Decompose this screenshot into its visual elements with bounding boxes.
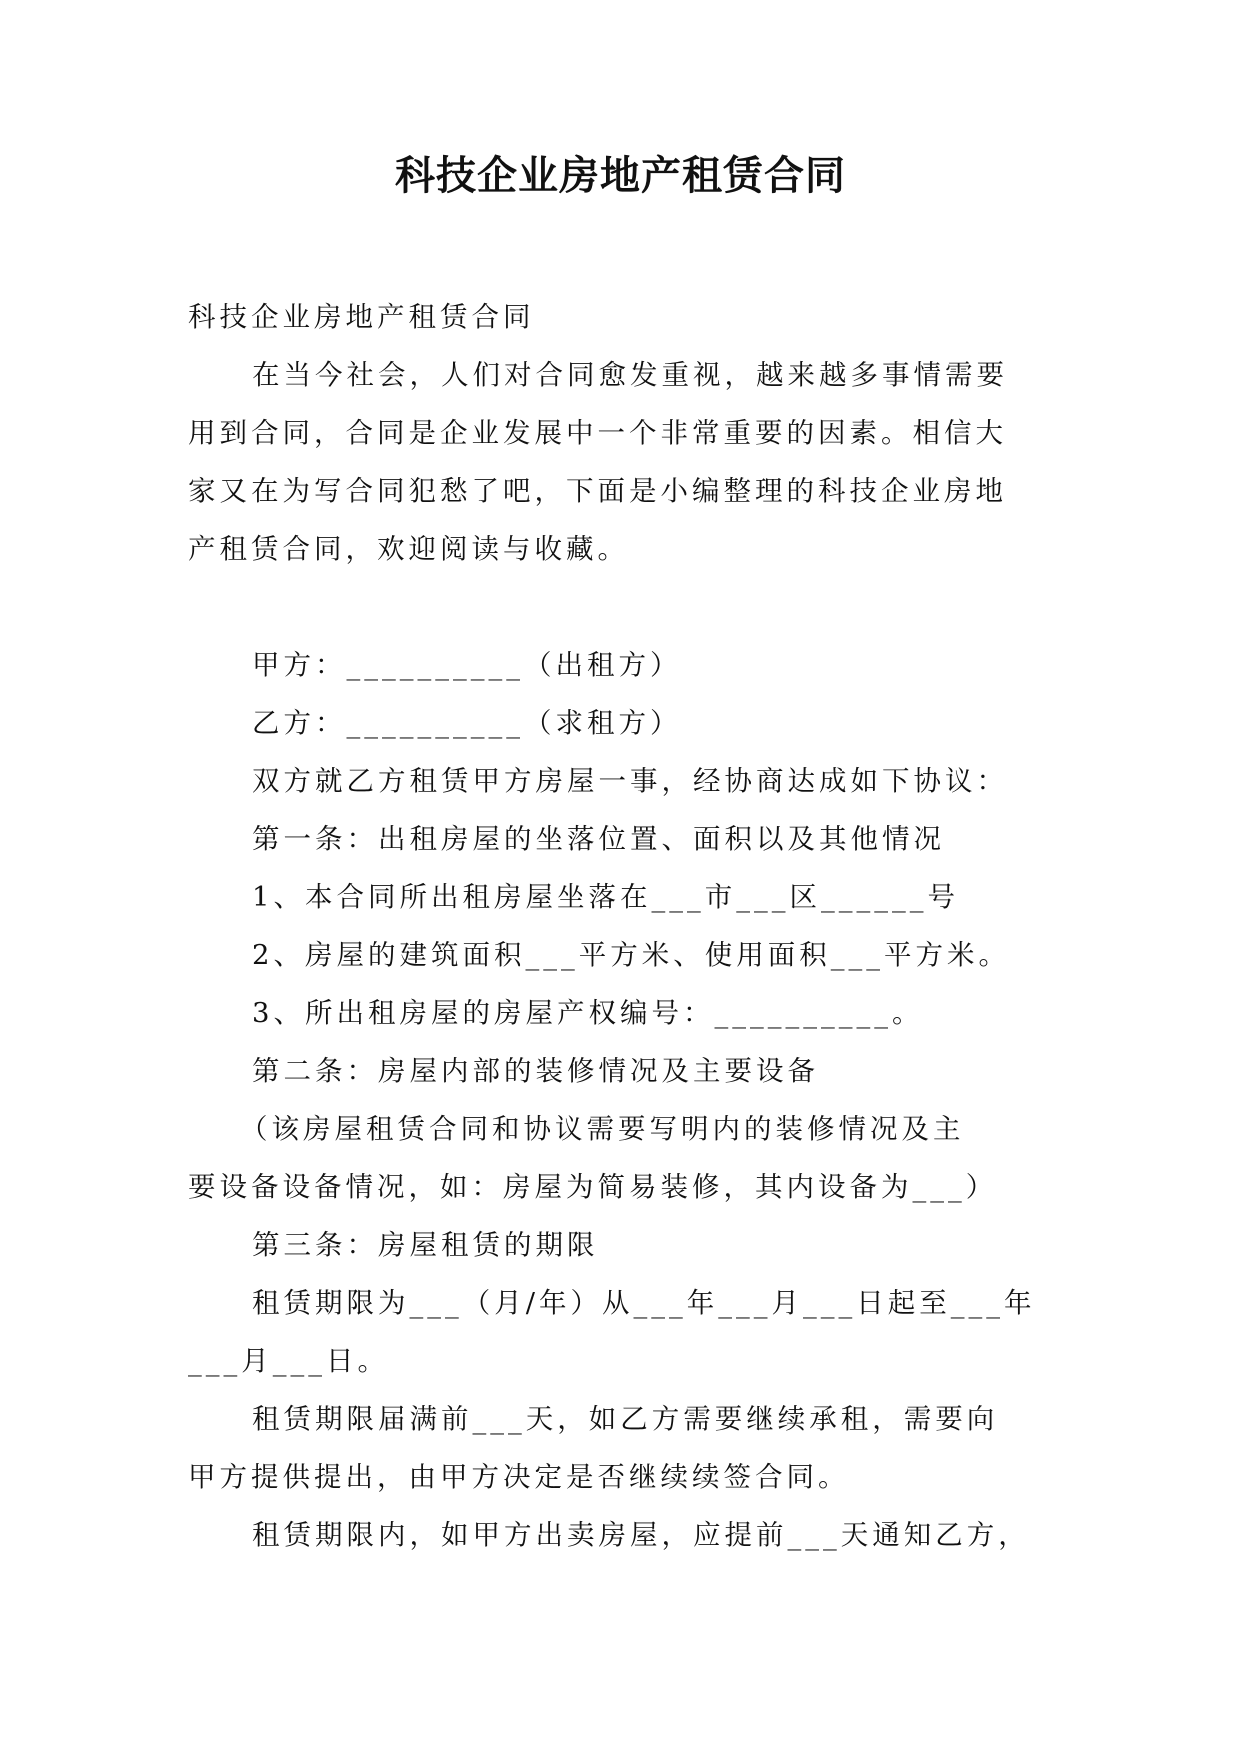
article-2-title: 第二条：房屋内部的装修情况及主要设备: [252, 1055, 819, 1087]
intro-line-1: 在当今社会，人们对合同愈发重视，越来越多事情需要: [252, 359, 1008, 391]
article-1-item-1: 1、本合同所出租房屋坐落在___市___区______号: [252, 881, 959, 913]
article-1-item-3: 3、所出租房屋的房屋产权编号：__________。: [252, 997, 924, 1029]
article-1-item-2: 2、房屋的建筑面积___平方米、使用面积___平方米。: [252, 939, 1010, 971]
document-subtitle: 科技企业房地产租赁合同: [188, 301, 535, 333]
party-b-line: 乙方：__________（求租方）: [252, 707, 682, 739]
intro-line-2: 用到合同，合同是企业发展中一个非常重要的因素。相信大: [188, 417, 1007, 449]
term-line-1: 租赁期限为___（月/年）从___年___月___日起至___年: [252, 1287, 1036, 1319]
sale-notice-line: 租赁期限内，如甲方出卖房屋，应提前___天通知乙方，: [252, 1519, 1030, 1551]
paragraph-gap: [188, 578, 1054, 636]
page-title: 科技企业房地产租赁合同: [395, 153, 846, 199]
intro-line-3: 家又在为写合同犯愁了吧，下面是小编整理的科技企业房地: [188, 475, 1007, 507]
term-line-2: ___月___日。: [188, 1345, 389, 1377]
party-a-line: 甲方：__________（出租方）: [252, 649, 682, 681]
article-1-title: 第一条：出租房屋的坐落位置、面积以及其他情况: [252, 823, 945, 855]
article-2-note-line-2: 要设备设备情况，如：房屋为简易装修，其内设备为___）: [188, 1171, 998, 1203]
article-3-title: 第三条：房屋租赁的期限: [252, 1229, 599, 1261]
document-body: [188, 288, 1054, 1564]
article-2-note-line-1: （该房屋租赁合同和协议需要写明内的装修情况及主: [240, 1113, 965, 1145]
agreement-line: 双方就乙方租赁甲方房屋一事，经协商达成如下协议：: [252, 765, 1008, 797]
intro-line-4: 产租赁合同，欢迎阅读与收藏。: [188, 533, 629, 565]
renewal-line-1: 租赁期限届满前___天，如乙方需要继续承租，需要向: [252, 1403, 999, 1435]
renewal-line-2: 甲方提供提出，由甲方决定是否继续续签合同。: [188, 1461, 850, 1493]
